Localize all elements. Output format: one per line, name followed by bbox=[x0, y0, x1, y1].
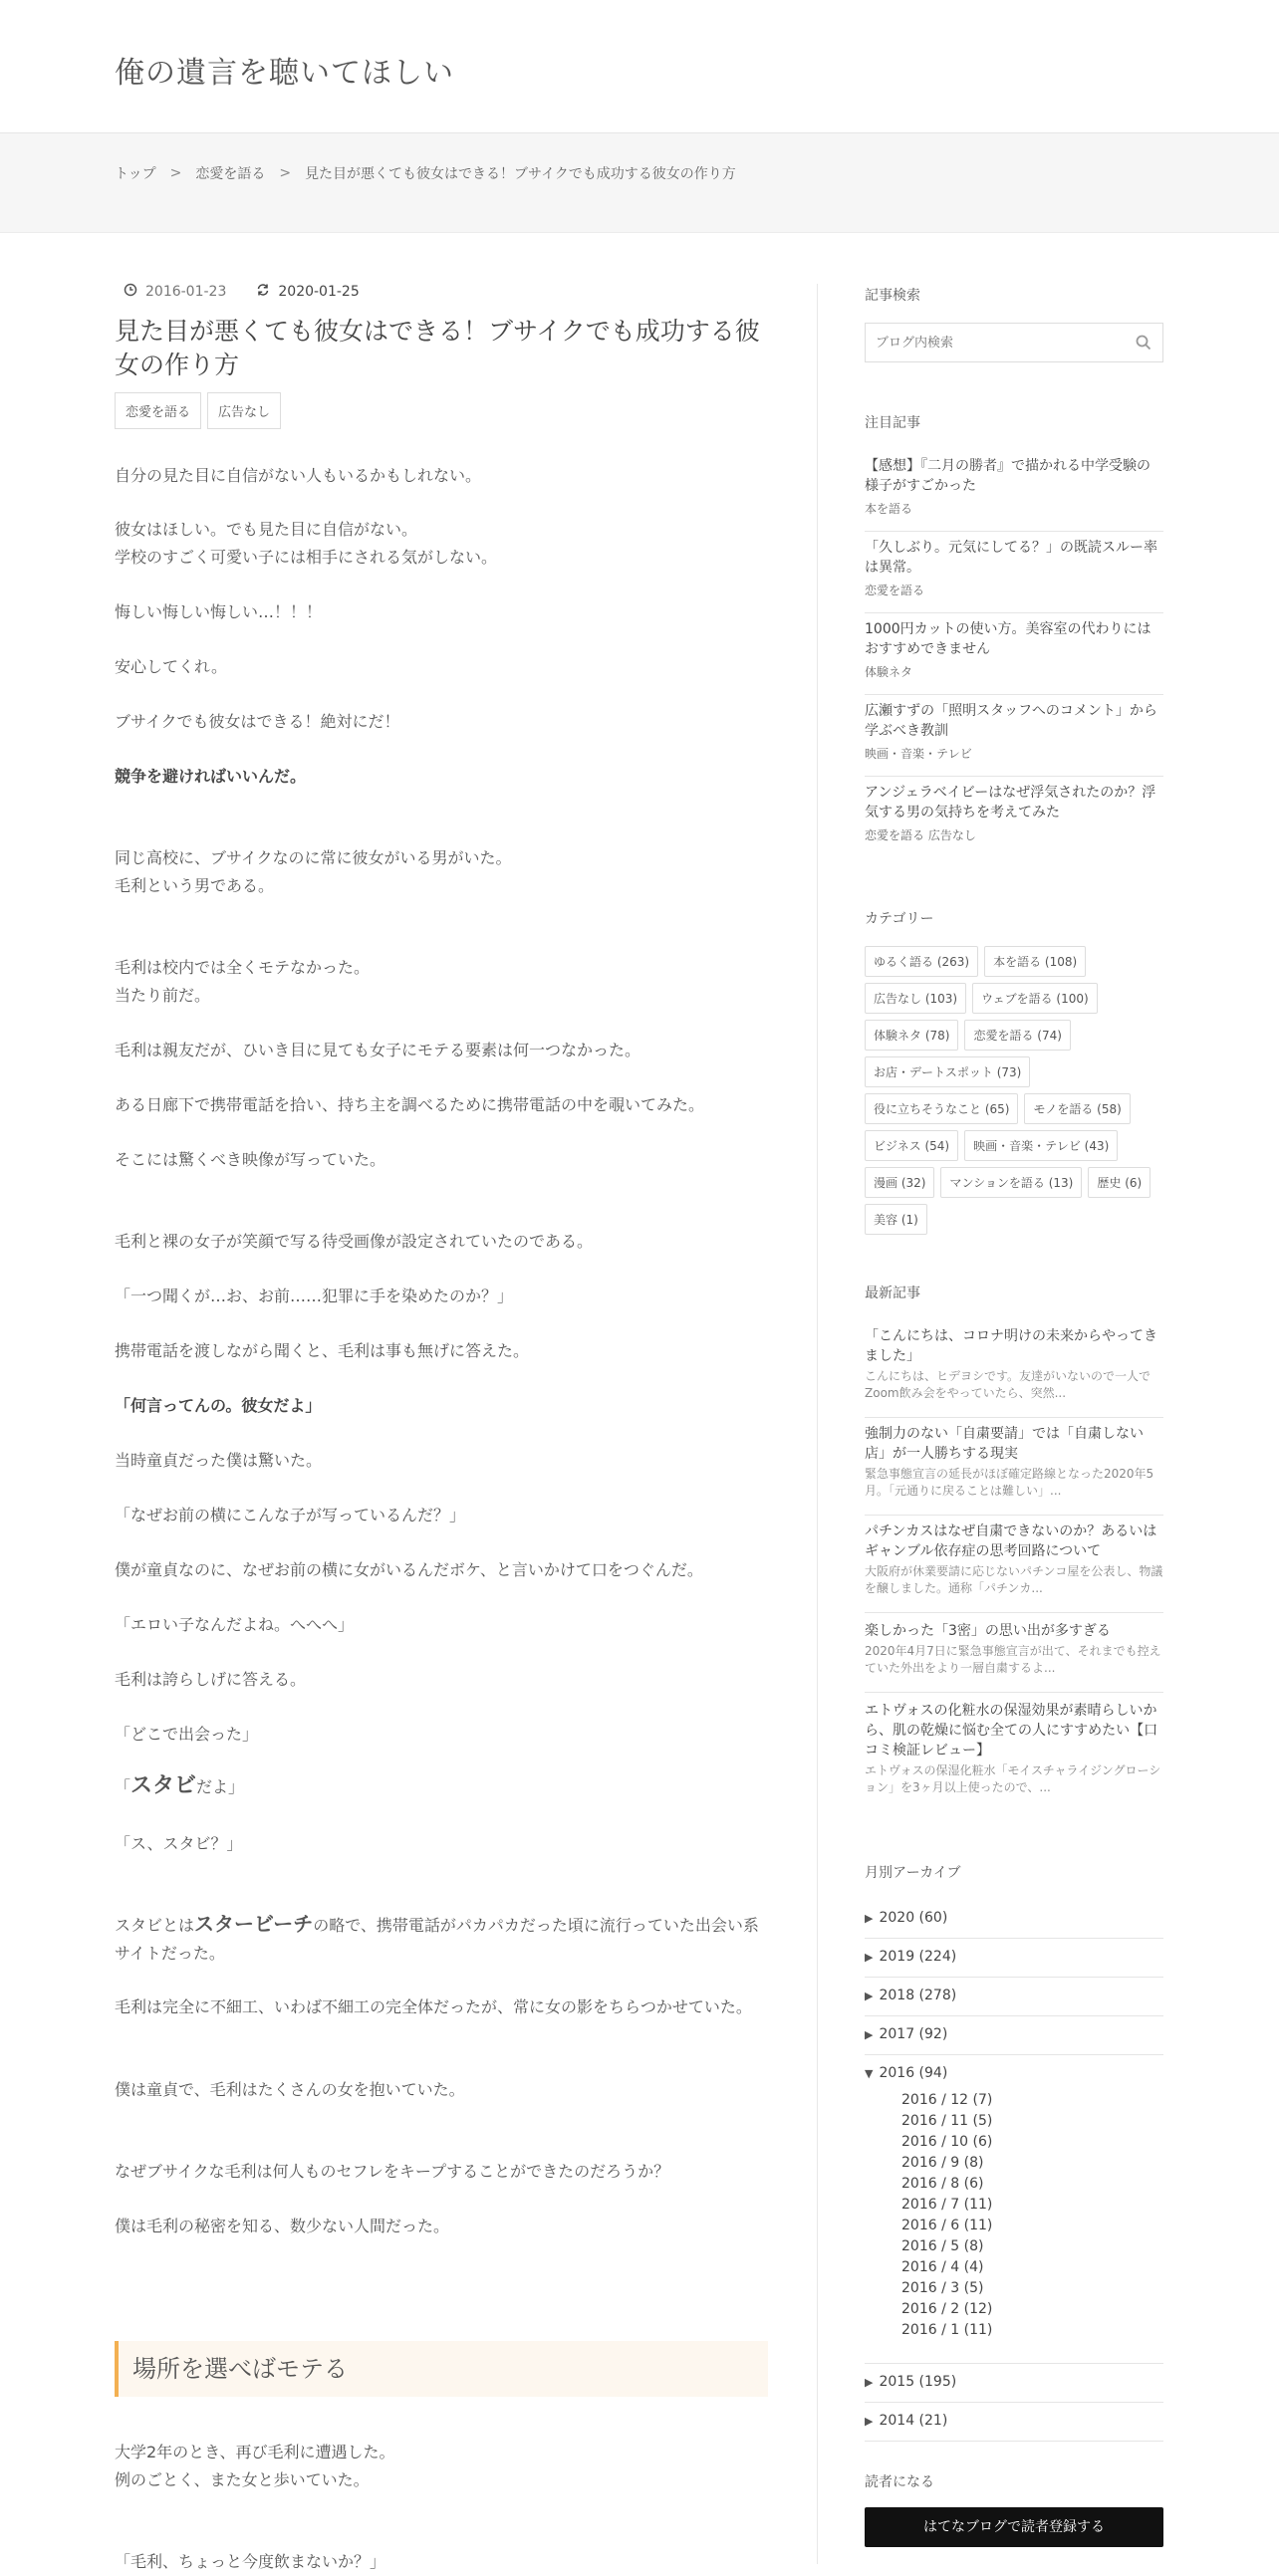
search-box bbox=[865, 323, 1163, 362]
recent-excerpt: 大阪府が休業要請に応じないパチンコ屋を公表し、物議を醸しました。通称「パチンカ... bbox=[865, 1564, 1163, 1595]
popular-category[interactable]: 映画・音楽・テレビ bbox=[865, 747, 972, 761]
archive-month[interactable]: 2016 / 2 (12) bbox=[901, 2301, 993, 2317]
post-date-text[interactable]: 2016-01-23 bbox=[145, 284, 227, 300]
strong-text: 「何言ってんの。彼女だよ」 bbox=[115, 1396, 322, 1415]
archive-month[interactable]: 2016 / 1 (11) bbox=[901, 2322, 993, 2338]
popular-item[interactable] bbox=[865, 783, 1163, 850]
paragraph: そこには驚くべき映像が写っていた。 bbox=[115, 1150, 386, 1169]
paragraph: 「一つ聞くが…お、お前……犯罪に手を染めたのか？」 bbox=[115, 1287, 514, 1305]
archive-year-label[interactable]: 2015 (195) bbox=[879, 2374, 957, 2390]
archive-month[interactable]: 2016 / 3 (5) bbox=[901, 2280, 984, 2296]
popular-title[interactable]: 「久しぶり。元気にしてる？」の既読スルー率は異常。 bbox=[865, 540, 1157, 576]
strong-text: 競争を避ければいいんだ。 bbox=[115, 767, 307, 786]
paragraph: 学校のすごく可愛い子には相手にされる気がしない。 bbox=[115, 548, 498, 567]
recent-title[interactable]: エトヴォスの化粧水の保湿効果が素晴らしいから、肌の乾燥に悩む全ての人にすすめたい【口コミ検証レビュー】 bbox=[865, 1703, 1158, 1758]
refresh-icon bbox=[256, 283, 270, 301]
archive-year-label[interactable]: 2017 (92) bbox=[879, 2026, 948, 2042]
popular-item[interactable] bbox=[865, 701, 1163, 777]
breadcrumb-top[interactable]: トップ bbox=[115, 166, 156, 182]
paragraph: 僕は毛利の秘密を知る、数少ない人間だった。 bbox=[115, 2217, 450, 2235]
archive-year[interactable] bbox=[865, 2403, 1163, 2442]
archive-month[interactable]: 2016 / 7 (11) bbox=[901, 2197, 993, 2213]
breadcrumb-separator: > bbox=[169, 165, 182, 181]
recent-item[interactable] bbox=[865, 1522, 1163, 1613]
collapse-arrow-icon[interactable]: ▼ bbox=[865, 2067, 874, 2080]
paragraph: 当たり前だ。 bbox=[115, 986, 211, 1005]
category-item[interactable]: 役に立ちそうなこと (65) bbox=[865, 1093, 1018, 1124]
breadcrumb-band bbox=[0, 133, 1279, 233]
post-updated-text: 2020-01-25 bbox=[278, 284, 360, 300]
archive-year-label[interactable]: 2020 (60) bbox=[879, 1910, 948, 1926]
paragraph: 彼女はほしい。でも見た目に自信がない。 bbox=[115, 520, 418, 539]
paragraph: 「毛利、ちょっと今度飲まないか？」 bbox=[115, 2552, 386, 2571]
breadcrumb-current: 見た目が悪くても彼女はできる！ブサイクでも成功する彼女の作り方 bbox=[305, 166, 736, 182]
archive-month[interactable]: 2016 / 6 (11) bbox=[901, 2218, 993, 2233]
paragraph: 毛利は誇らしげに答える。 bbox=[115, 1670, 307, 1689]
recent-title[interactable]: 「こんにちは、コロナ明けの未来からやってきました」 bbox=[865, 1328, 1157, 1364]
paragraph: 毛利は親友だが、ひいき目に見ても女子にモテる要素は何一つなかった。 bbox=[115, 1041, 641, 1059]
expand-arrow-icon[interactable]: ▶ bbox=[865, 2028, 874, 2041]
site-title[interactable]: 俺の遺言を聴いてほしい bbox=[115, 56, 454, 91]
category-item[interactable]: 広告なし (103) bbox=[865, 983, 966, 1014]
popular-category[interactable]: 体験ネタ bbox=[865, 665, 913, 679]
archive-year[interactable] bbox=[865, 1978, 1163, 2016]
reader-heading: 読者になる bbox=[865, 2474, 934, 2490]
expand-arrow-icon[interactable]: ▶ bbox=[865, 2376, 874, 2389]
popular-title[interactable]: アンジェラベイビーはなぜ浮気されたのか？浮気する男の気持ちを考えてみた bbox=[865, 785, 1156, 820]
category-item[interactable]: お店・デートスポット (73) bbox=[865, 1056, 1030, 1087]
tag-no-ads[interactable]: 広告なし bbox=[207, 392, 281, 429]
paragraph: 毛利は完全に不細工、いわば不細工の完全体だったが、常に女の影をちらつかせていた。 bbox=[115, 1997, 752, 2016]
text: スタビとは bbox=[115, 1916, 195, 1935]
popular-title[interactable]: 1000円カットの使い方。美容室の代わりにはおすすめできません bbox=[865, 621, 1151, 657]
paragraph: 毛利は校内では全くモテなかった。 bbox=[115, 958, 371, 977]
archive-year[interactable] bbox=[865, 1939, 1163, 1978]
recent-item[interactable] bbox=[865, 1326, 1163, 1418]
archive-month[interactable]: 2016 / 12 (7) bbox=[901, 2092, 993, 2108]
paragraph: ブサイクでも彼女はできる！絶対にだ！ bbox=[115, 712, 400, 731]
popular-title[interactable]: 広瀬すずの「照明スタッフへのコメント」から学ぶべき教訓 bbox=[865, 703, 1157, 739]
archive-month[interactable]: 2016 / 9 (8) bbox=[901, 2155, 984, 2171]
post-date bbox=[124, 283, 226, 301]
text: の略で、携帯電話がパカパカだった頃に流行っていた出会い系サイトだった。 bbox=[115, 1916, 759, 1963]
emphasis-text: スタービーチ bbox=[194, 1912, 314, 1936]
expand-arrow-icon[interactable]: ▶ bbox=[865, 2415, 874, 2428]
recent-item[interactable] bbox=[865, 1701, 1163, 1812]
popular-category[interactable]: 恋愛を語る 広告なし bbox=[865, 828, 976, 842]
archive-month[interactable]: 2016 / 11 (5) bbox=[901, 2113, 993, 2129]
text: 「 bbox=[115, 1777, 131, 1796]
paragraph: 安心してくれ。 bbox=[115, 657, 227, 676]
archive-year[interactable] bbox=[865, 2364, 1163, 2403]
paragraph-strong bbox=[115, 763, 772, 791]
category-item[interactable]: マンションを語る (13) bbox=[940, 1167, 1082, 1198]
paragraph: 「ス、スタビ？」 bbox=[115, 1834, 243, 1853]
archive-heading: 月別アーカイブ bbox=[865, 1865, 961, 1881]
recent-excerpt: 2020年4月7日に緊急事態宣言が出て、それまでも控えていた外出をより一層自粛するよ... bbox=[865, 1644, 1161, 1675]
paragraph: 大学2年のとき、再び毛利に遭遇した。 bbox=[115, 2443, 395, 2461]
category-item[interactable]: 漫画 (32) bbox=[865, 1167, 934, 1198]
popular-category[interactable]: 本を語る bbox=[865, 502, 913, 516]
breadcrumb-separator: > bbox=[279, 165, 292, 181]
category-item[interactable]: 体験ネタ (78) bbox=[865, 1020, 958, 1051]
recent-excerpt: 緊急事態宣言の延長がほぼ確定路線となった2020年5月。「元通りに戻ることは難しい」... bbox=[865, 1467, 1154, 1498]
paragraph: 当時童貞だった僕は驚いた。 bbox=[115, 1451, 323, 1470]
category-item[interactable]: ビジネス (54) bbox=[865, 1130, 958, 1161]
expand-arrow-icon[interactable]: ▶ bbox=[865, 1912, 874, 1925]
popular-item[interactable] bbox=[865, 456, 1163, 532]
recent-title[interactable]: 楽しかった「3密」の思い出が多すぎる bbox=[865, 1623, 1111, 1639]
archive-year-label[interactable]: 2016 (94) bbox=[879, 2065, 948, 2081]
recent-title[interactable]: 強制力のない「自粛要請」では「自粛しない店」が一人勝ちする現実 bbox=[865, 1426, 1144, 1462]
paragraph: 僕は童貞で、毛利はたくさんの女を抱いていた。 bbox=[115, 2080, 465, 2099]
paragraph: ある日廊下で携帯電話を拾い、持ち主を調べるために携帯電話の中を覗いてみた。 bbox=[115, 1095, 705, 1114]
paragraph: 例のごとく、また女と歩いていた。 bbox=[115, 2470, 370, 2489]
category-item[interactable]: 美容 (1) bbox=[865, 1204, 927, 1235]
category-item[interactable]: 映画・音楽・テレビ (43) bbox=[964, 1130, 1118, 1161]
recent-excerpt: エトヴォスの保湿化粧水「モイスチャライジングローション」を3ヶ月以上使ったので、... bbox=[865, 1763, 1161, 1794]
popular-category[interactable]: 恋愛を語る bbox=[865, 584, 925, 597]
category-item[interactable]: ウェブを語る (100) bbox=[972, 983, 1098, 1014]
archive-month[interactable]: 2016 / 4 (4) bbox=[901, 2259, 984, 2275]
expand-arrow-icon[interactable]: ▶ bbox=[865, 1951, 874, 1964]
post-tags bbox=[115, 392, 281, 429]
tag-renai[interactable]: 恋愛を語る bbox=[115, 392, 201, 429]
search-heading: 記事検索 bbox=[865, 288, 920, 304]
paragraph: 「どこで出会った」 bbox=[115, 1725, 259, 1744]
archive-year-label[interactable]: 2019 (224) bbox=[879, 1949, 957, 1965]
category-item[interactable]: 本を語る (108) bbox=[984, 946, 1086, 977]
archive-month[interactable]: 2016 / 8 (6) bbox=[901, 2176, 984, 2192]
paragraph: 「エロい子なんだよね。へへへ」 bbox=[115, 1615, 355, 1634]
site-header bbox=[0, 0, 1279, 133]
paragraph: 携帯電話を渡しながら聞くと、毛利は事も無げに答えた。 bbox=[115, 1341, 530, 1360]
paragraph: 自分の見た目に自信がない人もいるかもしれない。 bbox=[115, 466, 482, 485]
category-item[interactable]: モノを語る (58) bbox=[1024, 1093, 1130, 1124]
search-input[interactable] bbox=[866, 324, 1115, 361]
breadcrumb bbox=[115, 163, 736, 183]
recent-item[interactable] bbox=[865, 1424, 1163, 1516]
paragraph: 毛利と裸の女子が笑顔で写る待受画像が設定されていたのである。 bbox=[115, 1232, 594, 1251]
popular-heading: 注目記事 bbox=[865, 415, 920, 431]
paragraph: 「なぜお前の横にこんな子が写っているんだ？」 bbox=[115, 1506, 466, 1524]
post-updated bbox=[256, 283, 359, 301]
breadcrumb-category[interactable]: 恋愛を語る bbox=[195, 166, 266, 182]
paragraph: 悔しい悔しい悔しい…！！！ bbox=[115, 602, 323, 621]
archive-year-label[interactable]: 2014 (21) bbox=[879, 2413, 948, 2429]
archive-month[interactable]: 2016 / 10 (6) bbox=[901, 2134, 993, 2150]
category-item[interactable]: 恋愛を語る (74) bbox=[964, 1020, 1070, 1051]
archive-year[interactable] bbox=[865, 1900, 1163, 1939]
text: だよ」 bbox=[196, 1777, 245, 1796]
search-icon[interactable] bbox=[1135, 334, 1152, 351]
paragraph: 僕が童貞なのに、なぜお前の横に女がいるんだボケ、と言いかけて口をつぐんだ。 bbox=[115, 1560, 703, 1579]
emphasis-text: スタビ bbox=[130, 1773, 197, 1798]
popular-item[interactable] bbox=[865, 619, 1163, 695]
paragraph-emphasis bbox=[115, 1772, 772, 1801]
section-heading: 場所を選べばモテる bbox=[115, 2341, 768, 2397]
paragraph-emphasis bbox=[115, 1910, 772, 1968]
archive-month[interactable]: 2016 / 5 (8) bbox=[901, 2238, 984, 2254]
popular-item[interactable] bbox=[865, 538, 1163, 613]
column-divider bbox=[817, 284, 818, 2564]
subscribe-button[interactable]: はてなブログで読者登録する bbox=[865, 2507, 1163, 2547]
paragraph: 毛利という男である。 bbox=[115, 876, 275, 895]
category-heading: カテゴリー bbox=[865, 911, 934, 927]
paragraph-strong bbox=[115, 1392, 772, 1420]
category-item[interactable]: 歴史 (6) bbox=[1088, 1167, 1151, 1198]
recent-item[interactable] bbox=[865, 1621, 1163, 1693]
clock-icon bbox=[124, 283, 137, 301]
recent-excerpt: こんにちは、ヒデヨシです。友達がいないので一人でZoom飲み会をやっていたら、突然... bbox=[865, 1369, 1151, 1400]
recent-heading: 最新記事 bbox=[865, 1286, 920, 1301]
category-list bbox=[865, 946, 1163, 1235]
recent-title[interactable]: パチンカスはなぜ自粛できないのか？あるいはギャンブル依存症の思考回路について bbox=[865, 1523, 1157, 1559]
category-item[interactable]: ゆるく語る (263) bbox=[865, 946, 978, 977]
paragraph: なぜブサイクな毛利は何人ものセフレをキープすることができたのだろうか？ bbox=[115, 2162, 670, 2181]
popular-title[interactable]: 【感想】『二月の勝者』で描かれる中学受験の様子がすごかった bbox=[865, 458, 1151, 494]
post-meta bbox=[124, 283, 360, 301]
archive-year[interactable] bbox=[865, 2016, 1163, 2055]
archive-year-label[interactable]: 2018 (278) bbox=[879, 1988, 957, 2003]
post-title[interactable]: 見た目が悪くても彼女はできる！ブサイクでも成功する彼女の作り方 bbox=[115, 317, 760, 379]
expand-arrow-icon[interactable]: ▶ bbox=[865, 1990, 874, 2002]
paragraph: 同じ高校に、ブサイクなのに常に彼女がいる男がいた。 bbox=[115, 848, 512, 867]
